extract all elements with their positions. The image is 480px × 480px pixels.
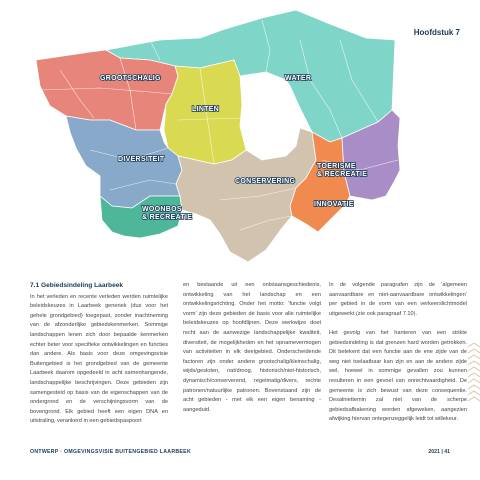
zone-label-innovatie: INNOVATIE [314,201,354,208]
zone-label-toerisme: TOERISME & RECREATIE [317,163,368,178]
zone-label-conservering: CONSERVERING [235,178,296,185]
footer-document-title: ONTWERP · OMGEVINGSVISIE BUITENGEBIED LAARBEEK [30,449,191,455]
zone-grootschalig [36,50,178,130]
zone-label-water: WATER [285,75,312,82]
zone-label-linten: LINTEN [192,106,220,113]
paragraph: en bestaande uit een ontstaansgeschiedenis, ontwikkeling van het landschap en een ontwikkelingsrichting. Onder het motto: ‘functie volgt vorm’ zijn deze gebieden de basis voor alle ruimtelijke beleidskeuzes op hoofdlijnen. Deze werkwijze doet recht aan de aanwezige landschappelijke kwaliteit, diversiteit, de mogelijkheden en het opnamevermogen van activiteiten in elk deelgebied. Onderscheidende factoren zijn onder andere grootschalig/kleinschalig, wijds/gesloten, nat/droog, historisch/niet-historisch, dynamisch/conserverend, regelmatig/divers, rechte patronen/natuurlijke patronen. Bovenstaand zijn de acht gebieden - met elk een eigen benaming - aangeduid. [183,282,321,413]
paragraph: In de volgende paragrafen zijn de ‘algemeen aanvaardbare en niet-aanvaardbare ontwikkelingen’ per gebied in de vorm van een verkeerslichtmodel uitgewerkt (zie ook paragraaf 7.10). [329,282,467,317]
paragraph: In het verleden en recente verleden werden ruimtelijke beleidskeuzes in Laarbeek generiek (dus voor het gehele grondgebied) toegepast, zonder inachtneming van de afzonderlijke gebiedskenmerken. Sommige landschappen lenen zich door bepaalde kenmerken echter beter voor specifieke ontwikkelingen en functies dan andere. Als basis voor deze omgevingsvisie Buitengebied is het grondgebied van de gemeente Laarbeek daarom opgedeeld in acht samenhangende, landschappelijke beschrijvingen. Deze gebieden zijn samengesteld op basis van de eigenschappen van de ondergrond en de verschijningsvorm van de bovengrond. Elk gebied heeft een eigen DNA en uitstraling, verankerd in een gebiedspaspoort [30,293,168,425]
zone-label-grootschalig: GROOTSCHALIG [100,75,161,82]
section-heading: 7.1 Gebiedsindeling Laarbeek [30,282,124,289]
text-column-2 [183,281,321,425]
footer-page-number: 2021 | 41 [428,449,450,455]
decorative-pattern [468,343,480,403]
zone-label-diversiteit: DIVERSITEIT [118,156,165,163]
paragraph: Het gevolg van het hanteren van een strikte gebiedsindeling is dat grenzen hard worden getrokken. Dit betekent dat een functie aan de ene zijde van de weg niet toelaatbaar kan zijn en aan de andere zijde wel, hoewel in sommige gevallen zou kunnen resulteren in een gevoel van onrechtvaardigheid. De gemeente is zich bewust van deze consequentie. Desalniettemin zal niet van de scherpe gebiedsafbakening worden afgeweken, aangezien afwijking hiervan ontegenzeggelijk leidt tot willekeur. [329,329,467,423]
chapter-title: Hoofdstuk 7 [413,28,460,37]
zone-label-woonbos: WOONBOS & RECREATIE [142,206,193,221]
text-column-3 [329,281,467,435]
text-column-1 [30,281,168,437]
